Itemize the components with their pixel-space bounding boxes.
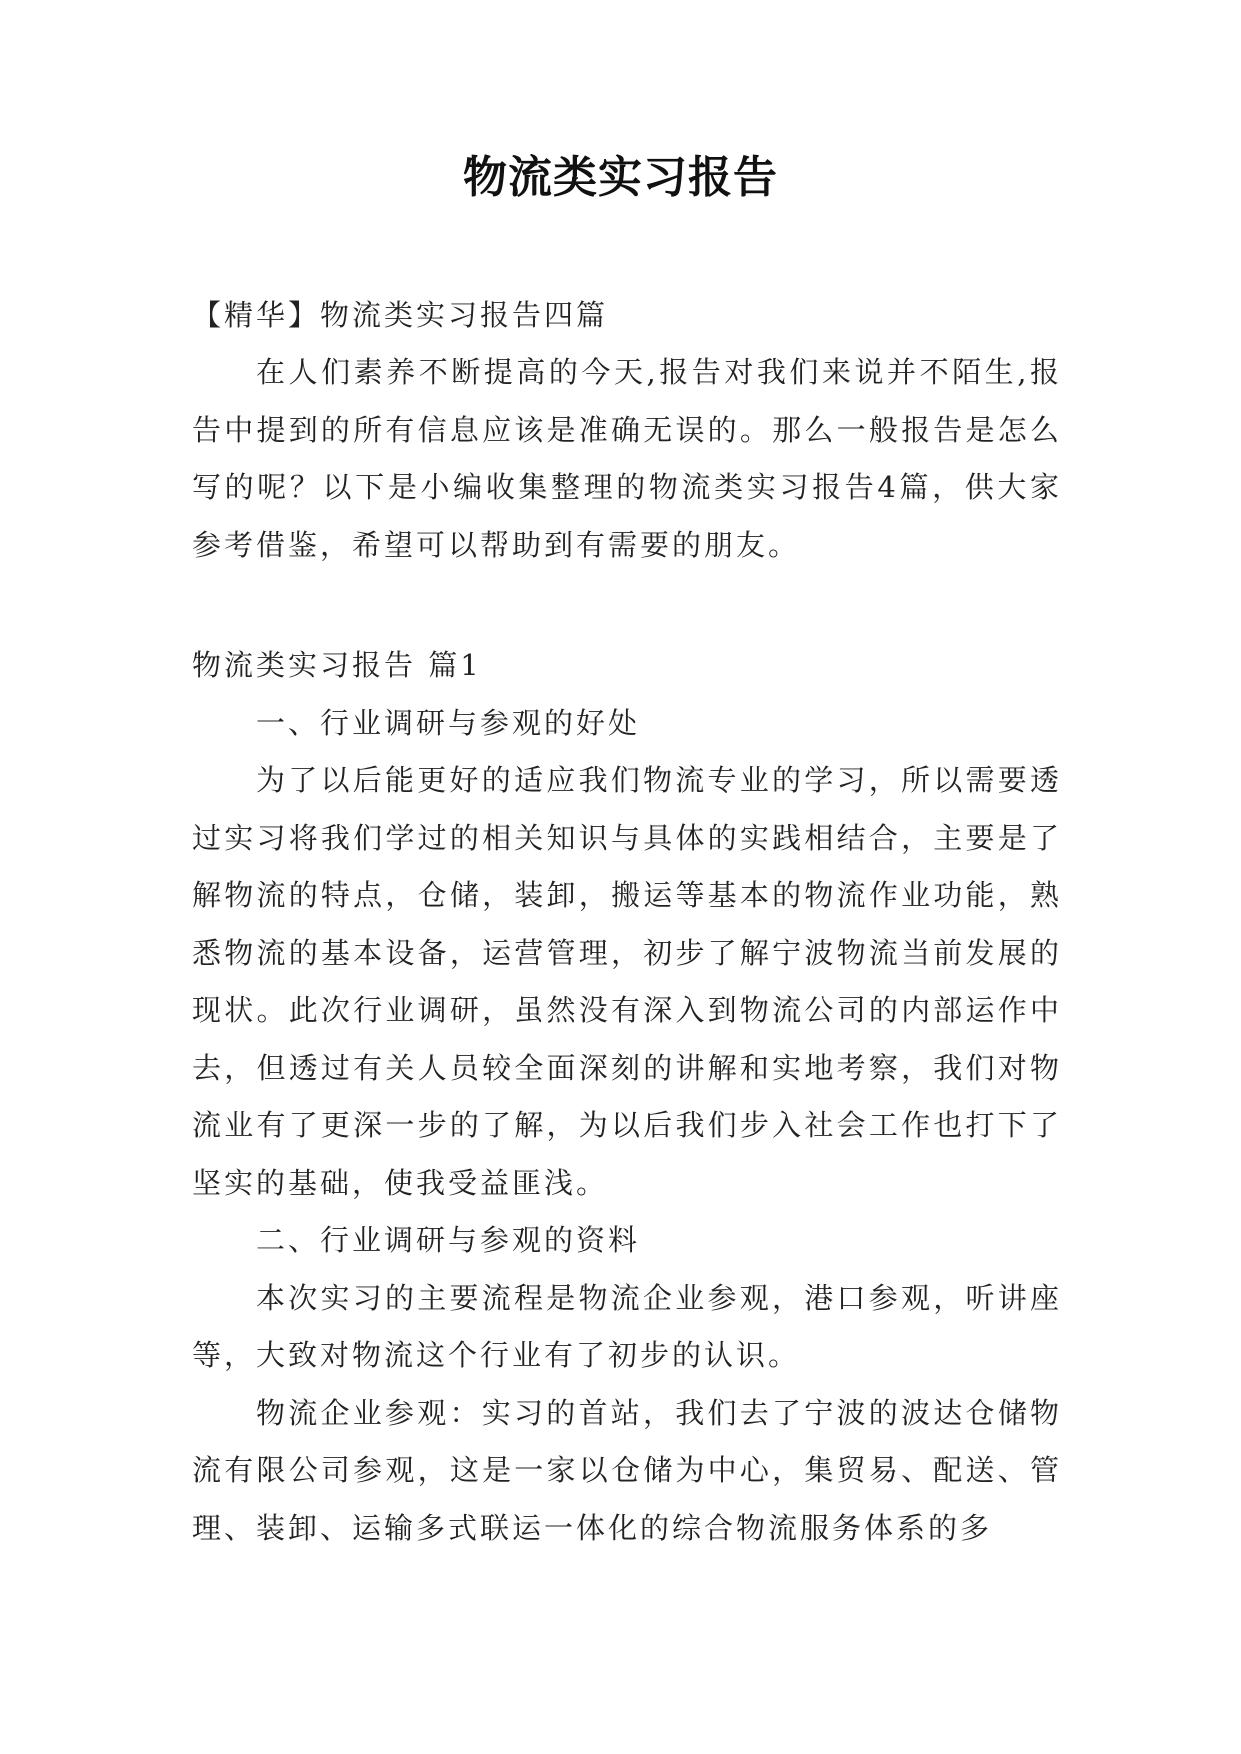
subtitle-text: 【精华】物流类实习报告四篇	[192, 298, 609, 332]
section-title: 物流类实习报告 篇1	[192, 648, 482, 682]
document-title: 物流类实习报告	[463, 152, 778, 203]
section-paragraph-3: 物流企业参观：实习的首站，我们去了宁波的波达仓储物流有限公司参观，这是一家以仓储为中心，集贸易、配送、管理、装卸、运输多式联运一体化的综合物流服务体系的多	[192, 1395, 1062, 1545]
section-1	[192, 637, 1062, 1557]
section-heading-2: 二、行业调研与参观的资料	[256, 1223, 641, 1257]
section-heading-1: 一、行业调研与参观的好处	[256, 705, 641, 740]
intro-paragraph: 在人们素养不断提高的今天,报告对我们来说并不陌生,报告中提到的所有信息应该是准确无误的。那么一般报告是怎么写的呢？以下是小编收集整理的物流类实习报告4篇，供大家参考借鉴，希望可以帮助到有需要的朋友。	[192, 355, 1062, 562]
section-paragraph-2: 本次实习的主要流程是物流企业参观，港口参观，听讲座等，大致对物流这个行业有了初步的认识。	[192, 1280, 1062, 1372]
intro-block	[192, 344, 1062, 574]
section-paragraph-1: 为了以后能更好的适应我们物流专业的学习，所以需要透过实习将我们学过的相关知识与具体的实践相结合，主要是了解物流的特点，仓储，装卸，搬运等基本的物流作业功能，熟悉物流的基本设备，运营管理，初步了解宁波物流当前发展的现状。此次行业调研，虽然没有深入到物流公司的内部运作中去，但透过有关人员较全面深刻的讲解和实地考察，我们对物流业有了更深一步的了解，为以后我们步入社会工作也打下了坚实的基础，使我受益匪浅。	[192, 763, 1062, 1200]
document-subtitle	[192, 287, 1062, 345]
